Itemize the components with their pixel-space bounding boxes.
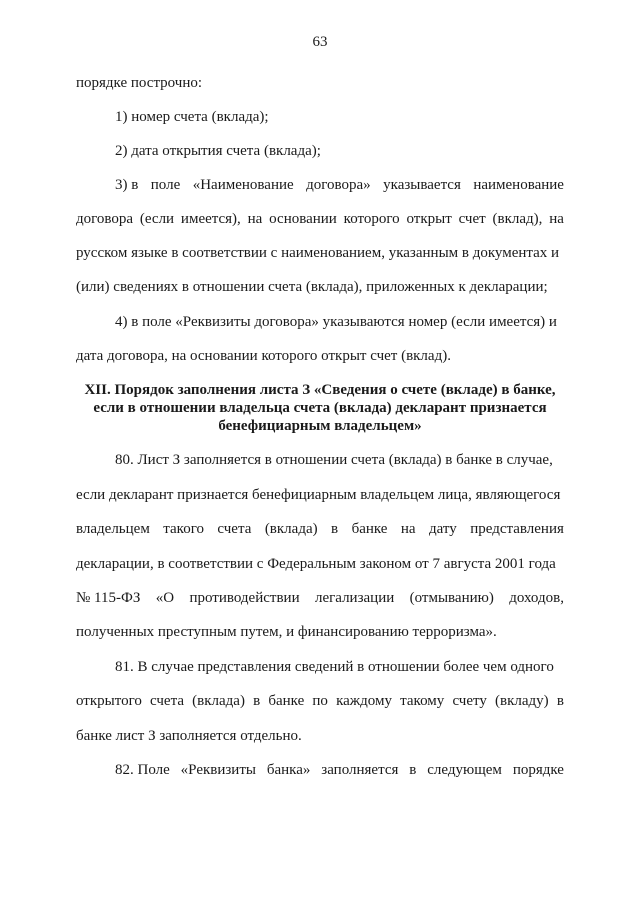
word: «О <box>155 590 175 606</box>
word: основании <box>269 211 337 227</box>
word: в <box>409 762 417 778</box>
word: наименование <box>473 177 564 193</box>
word: представления <box>470 521 564 537</box>
word: 3) в <box>115 177 139 193</box>
text-line: 1) номер счета (вклада); <box>115 109 269 125</box>
word: (вклад), <box>492 211 543 227</box>
section-heading: бенефициарным владельцем» <box>218 418 422 434</box>
text-line: дата договора, на основании которого открыт счет (вклад). <box>76 348 451 364</box>
word: доходов, <box>509 590 564 606</box>
word: такому <box>400 693 445 709</box>
word: такого <box>163 521 204 537</box>
word: открытого <box>76 693 142 709</box>
text-line: если декларант признается бенефициарным владельцем лица, являющегося <box>76 487 561 503</box>
word: следующем <box>427 762 502 778</box>
word: противодействии <box>189 590 300 606</box>
text-line <box>76 520 564 538</box>
word: открыт <box>406 211 452 227</box>
word: на <box>247 211 263 227</box>
text-line: порядке построчно: <box>76 75 203 91</box>
word: счету <box>452 693 487 709</box>
word: (если <box>139 211 175 227</box>
word: (вкладу) <box>495 693 549 709</box>
word: дату <box>429 521 457 537</box>
text-line: банке лист З заполняется отдельно. <box>76 728 302 744</box>
word: договора» <box>306 177 371 193</box>
word: № 115-ФЗ <box>76 590 141 606</box>
section-heading: XII. Порядок заполнения листа З «Сведения о счете (вкладе) в банке, <box>84 382 556 398</box>
text-line: (или) сведениях в отношении счета (вклада), приложенных к декларации; <box>76 279 548 295</box>
word: заполняется <box>321 762 399 778</box>
text-line <box>115 176 564 194</box>
word: на <box>549 211 564 227</box>
word: указывается <box>383 177 461 193</box>
word: счета <box>150 693 184 709</box>
word: «Реквизиты <box>180 762 256 778</box>
text-line: 80. Лист З заполняется в отношении счета (вклада) в банке в случае, <box>115 452 553 468</box>
word: счета <box>217 521 252 537</box>
word: в <box>556 693 564 709</box>
word: «Наименование <box>192 177 294 193</box>
word: поле <box>150 177 181 193</box>
word: банка» <box>266 762 311 778</box>
word: банке <box>268 693 305 709</box>
word: (вклада) <box>264 521 318 537</box>
text-line: полученных преступным путем, и финансированию терроризма». <box>76 624 497 640</box>
word: банке <box>351 521 388 537</box>
text-line: 81. В случае представления сведений в отношении более чем одного <box>115 659 554 675</box>
word: легализации <box>314 590 395 606</box>
word: порядке <box>512 762 564 778</box>
page-number: 63 <box>312 34 328 50</box>
word: имеется), <box>180 211 241 227</box>
word: (вклада) <box>192 693 245 709</box>
word: на <box>400 521 416 537</box>
word: владельцем <box>76 521 150 537</box>
text-line: русском языке в соответствии с наименованием, указанным в документах и <box>76 245 560 261</box>
text-line <box>76 210 564 228</box>
word: (отмыванию) <box>409 590 494 606</box>
word: которого <box>343 211 400 227</box>
text-line <box>76 589 564 607</box>
word: 82. Поле <box>115 762 170 778</box>
word: в <box>331 521 339 537</box>
word: каждому <box>336 693 392 709</box>
text-line <box>115 761 564 779</box>
text-line: 4) в поле «Реквизиты договора» указываются номер (если имеется) и <box>115 314 557 330</box>
text-line: декларации, в соответствии с Федеральным законом от 7 августа 2001 года <box>76 556 556 572</box>
word: по <box>312 693 328 709</box>
word: в <box>253 693 261 709</box>
section-heading: если в отношении владельца счета (вклада) декларант признается <box>93 400 547 416</box>
word: счет <box>458 211 486 227</box>
text-line: 2) дата открытия счета (вклада); <box>115 143 321 159</box>
word: договора <box>76 211 134 227</box>
text-line <box>76 692 564 710</box>
